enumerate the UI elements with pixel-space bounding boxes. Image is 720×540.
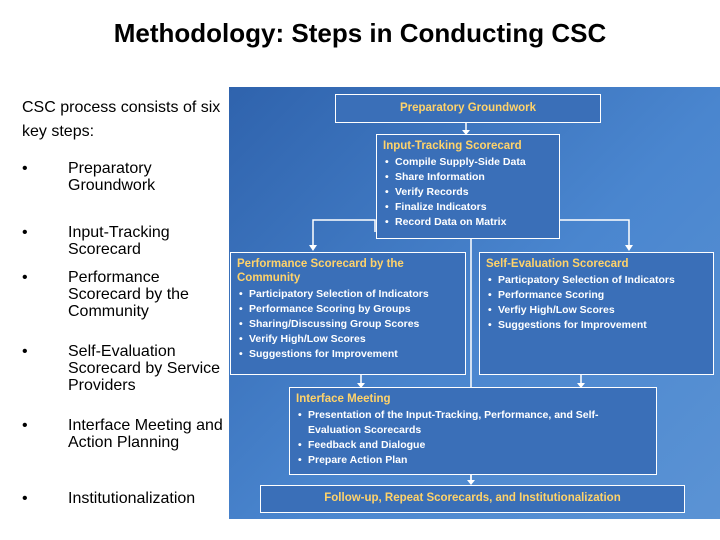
bullet-icon: • xyxy=(22,490,28,507)
bullet-icon: • xyxy=(22,269,28,286)
step-label: Institutionalization xyxy=(68,490,196,507)
step-label: Performance Scorecard by the Community xyxy=(68,269,189,320)
flow-diagram-panel xyxy=(229,87,720,519)
list-item: • Presentation of the Input-Tracking, Performance, and Self-Evaluation Scorecards xyxy=(296,408,628,438)
list-item: • Participatory Selection of Indicators xyxy=(237,287,459,302)
input-tracking-title: Input-Tracking Scorecard xyxy=(383,140,522,152)
slide-title: Methodology: Steps in Conducting CSC xyxy=(113,18,607,48)
interface-meeting-title: Interface Meeting xyxy=(296,393,391,405)
preparatory-groundwork-box xyxy=(335,94,601,123)
bullet-icon: • xyxy=(22,343,28,360)
interface-meeting-box xyxy=(289,387,657,475)
bullet-icon: • xyxy=(22,160,28,177)
list-item: • Performance Scoring by Groups xyxy=(237,302,459,317)
list-item: • Verify High/Low Scores xyxy=(237,332,459,347)
follow-up-box xyxy=(260,485,685,513)
input-tracking-box xyxy=(376,134,560,239)
list-item: • Feedback and Dialogue xyxy=(296,438,650,453)
list-item: • Compile Supply-Side Data xyxy=(383,155,553,170)
list-item: • Share Information xyxy=(383,170,553,185)
bullet-icon: • xyxy=(22,224,28,241)
self-evaluation-scorecard-title: Self-Evaluation Scorecard xyxy=(486,258,629,270)
list-item: • Suggestions for Improvement xyxy=(237,347,459,362)
performance-scorecard-box xyxy=(230,252,466,375)
bullet-icon: • xyxy=(22,417,28,434)
step-label: Input-Tracking Scorecard xyxy=(68,224,170,258)
list-item: • Verfiy High/Low Scores xyxy=(486,303,707,318)
intro-text: CSC process consists of six key steps: xyxy=(22,99,221,140)
step-label: Self-Evaluation Scorecard by Service Providers xyxy=(68,343,221,394)
list-item: • Record Data on Matrix xyxy=(383,215,553,230)
list-item: • Particpatory Selection of Indicators xyxy=(486,273,707,288)
list-item: • Prepare Action Plan xyxy=(296,453,650,468)
list-item: • Finalize Indicators xyxy=(383,200,553,215)
preparatory-groundwork-title: Preparatory Groundwork xyxy=(399,102,537,114)
list-item: • Suggestions for Improvement xyxy=(486,318,707,333)
list-item: • Performance Scoring xyxy=(486,288,707,303)
step-label: Interface Meeting and Action Planning xyxy=(68,417,223,451)
self-evaluation-scorecard-box xyxy=(479,252,714,375)
list-item: • Verify Records xyxy=(383,185,553,200)
follow-up-title: Follow-up, Repeat Scorecards, and Institutionalization xyxy=(324,492,621,504)
performance-scorecard-title: Performance Scorecard by the Community xyxy=(237,258,404,284)
step-label: Preparatory Groundwork xyxy=(68,160,156,194)
list-item: • Sharing/Discussing Group Scores xyxy=(237,317,459,332)
